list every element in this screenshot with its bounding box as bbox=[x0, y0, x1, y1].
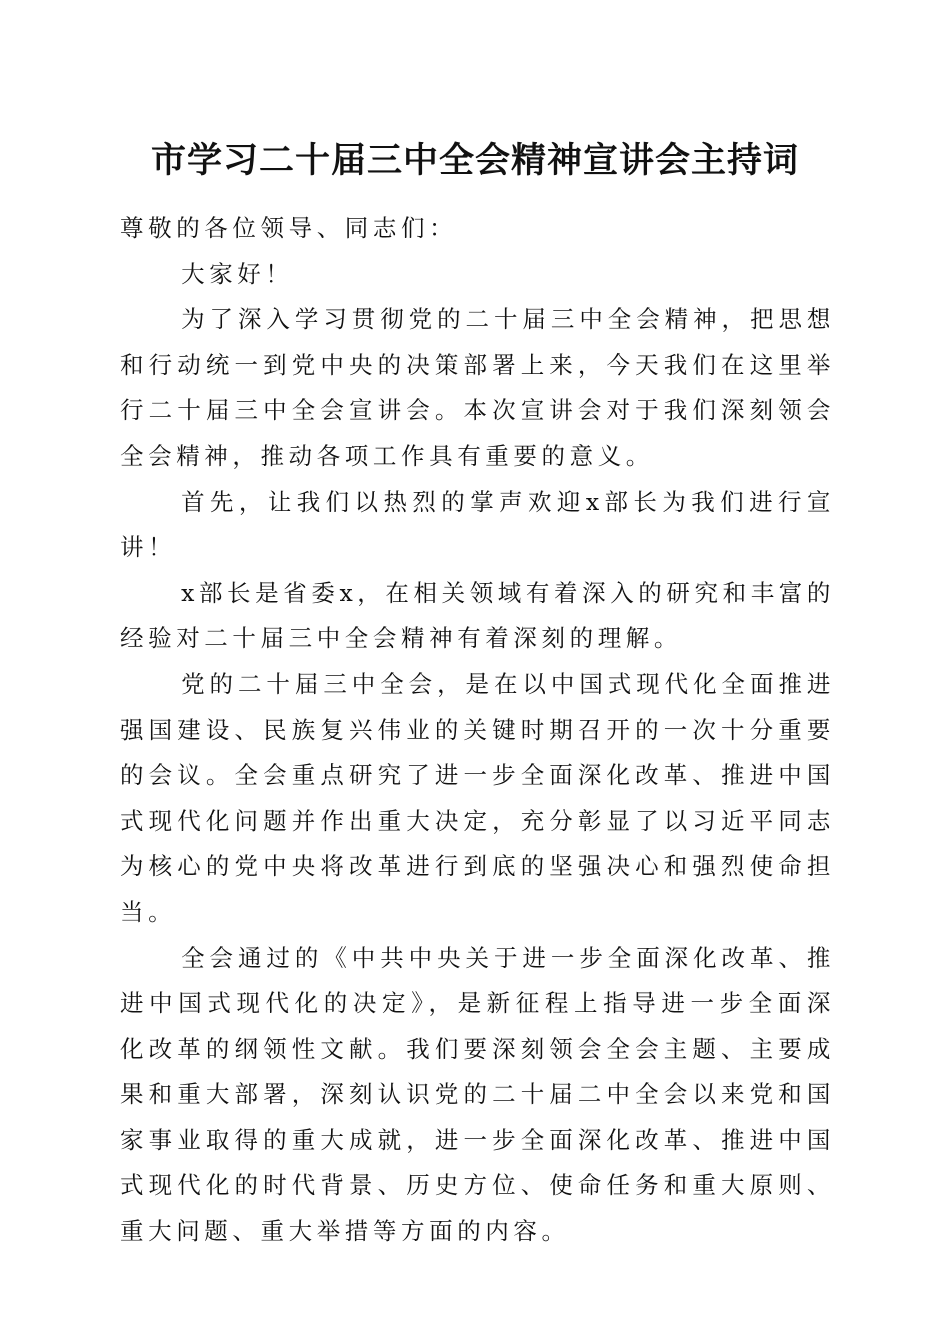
paragraph-plenum-significance: 党的二十届三中全会，是在以中国式现代化全面推进强国建设、民族复兴伟业的关键时期召开的一次十分重要的会议。全会重点研究了进一步全面深化改革、推进中国式现代化问题并作出重大决定，充分彰显了以习近平同志为核心的党中央将改革进行到底的坚强决心和强烈使命担当。 bbox=[120, 669, 835, 926]
salutation: 尊敬的各位领导、同志们： bbox=[120, 214, 458, 242]
paragraph-decision-document: 全会通过的《中共中央关于进一步全面深化改革、推进中国式现代化的决定》，是新征程上指导进一步全面深化改革的纲领性文献。我们要深刻领会全会主题、主要成果和重大部署，深刻认识党的二十届二中全会以来党和国家事业取得的重大成就，进一步全面深化改革、推进中国式现代化的时代背景、历史方位、使命任务和重大原则、重大问题、重大举措等方面的内容。 bbox=[120, 943, 835, 1246]
paragraph-welcome: 首先，让我们以热烈的掌声欢迎x部长为我们进行宣讲！ bbox=[120, 487, 835, 562]
document-body bbox=[120, 206, 835, 1255]
paragraph-purpose: 为了深入学习贯彻党的二十届三中全会精神，把思想和行动统一到党中央的决策部署上来，今天我们在这里举行二十届三中全会宣讲会。本次宣讲会对于我们深刻领会全会精神，推动各项工作具有重要的意义。 bbox=[120, 305, 835, 470]
paragraph-greeting: 大家好！ bbox=[181, 259, 294, 288]
paragraph-speaker-intro: x部长是省委x，在相关领域有着深入的研究和丰富的经验对二十届三中全会精神有着深刻的理解。 bbox=[120, 578, 835, 653]
document-title: 市学习二十届三中全会精神宣讲会主持词 bbox=[150, 140, 799, 181]
